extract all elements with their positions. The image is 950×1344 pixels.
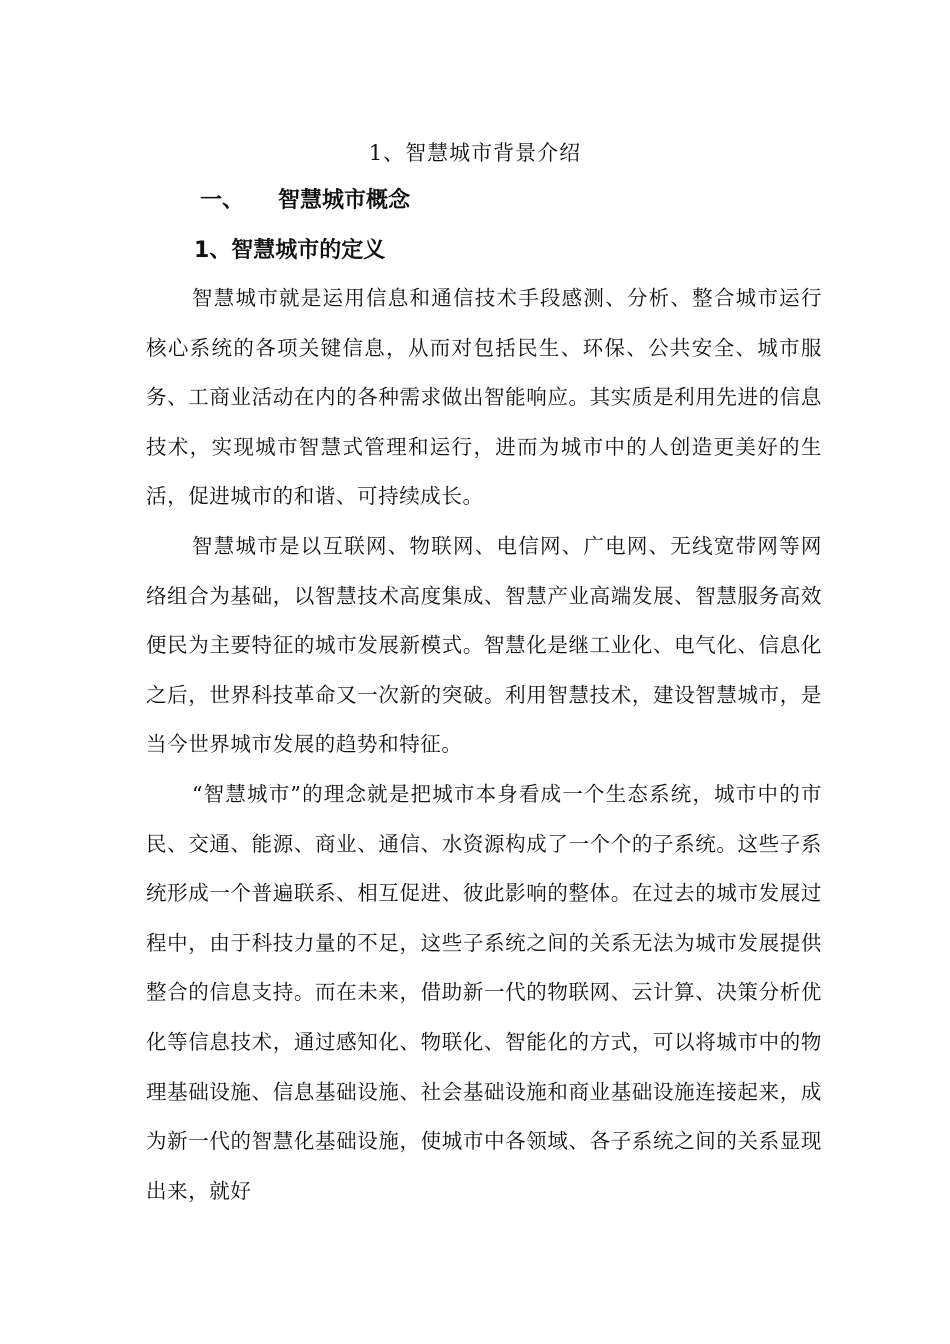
subsection-heading: 1、智慧城市的定义: [194, 238, 386, 263]
paragraph-1: 智慧城市就是运用信息和通信技术手段感测、分析、整合城市运行核心系统的各项关键信息，从而对包括民生、环保、公共安全、城市服务、工商业活动在内的各种需求做出智能响应。其实质是利用先进的信息技术，实现城市智慧式管理和运行，进而为城市中的人创造更美好的生活，促进城市的和谐、可持续成长。: [146, 286, 822, 509]
document-title: 1、智慧城市背景介绍: [368, 141, 582, 165]
paragraph-3: “智慧城市”的理念就是把城市本身看成一个生态系统，城市中的市民、交通、能源、商业、通信、水资源构成了一个个的子系统。这些子系统形成一个普遍联系、相互促进、彼此影响的整体。在过去的城市发展过程中，由于科技力量的不足，这些子系统之间的关系无法为城市发展提供整合的信息支持。而在未来，借助新一代的物联网、云计算、决策分析优化等信息技术，通过感知化、物联化、智能化的方式，可以将城市中的物理基础设施、信息基础设施、社会基础设施和商业基础设施连接起来，成为新一代的智慧化基础设施，使城市中各领域、各子系统之间的关系显现出来，就好: [146, 781, 822, 1203]
body-text: [146, 274, 822, 1216]
paragraph-2: 智慧城市是以互联网、物联网、电信网、广电网、无线宽带网等网络组合为基础，以智慧技术高度集成、智慧产业高端发展、智慧服务高效便民为主要特征的城市发展新模式。智慧化是继工业化、电气化、信息化之后，世界科技革命又一次新的突破。利用智慧技术，建设智慧城市，是当今世界城市发展的趋势和特征。: [146, 533, 822, 757]
section-title: 智慧城市概念: [278, 188, 411, 213]
section-heading: [200, 186, 410, 216]
section-number: 一、: [200, 188, 245, 213]
